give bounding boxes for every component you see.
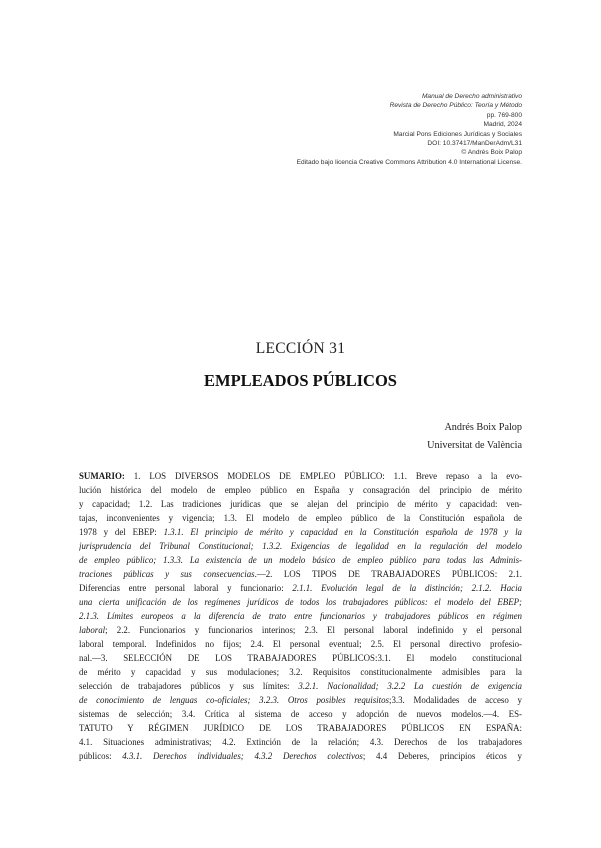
summary-line: [79, 665, 522, 679]
summary-line: [79, 707, 522, 721]
summary-text: públicos:: [79, 751, 123, 761]
chapter-title: EMPLEADOS PÚBLICOS: [204, 371, 397, 390]
summary-text: 1. LOS DIVERSOS MODELOS DE EMPLEO PÚBLICO: 1.1. Breve repaso a la evo-: [124, 471, 522, 481]
summary-line: [79, 511, 522, 525]
summary-line: [79, 735, 522, 749]
summary-text: nal.—3. SELECCIÓN DE LOS TRABAJADORES PÚBLICOS:3.1. El modelo constitucional: [79, 653, 522, 663]
summary-line: [79, 539, 522, 553]
summary-italic-text: traciones públicas y sus consecuencias: [79, 569, 255, 579]
summary-italic-text: de conocimiento de lenguas co-oficiales; 3.2.3. Otros posibles requisitos: [79, 695, 389, 705]
summary-label: SUMARIO:: [79, 471, 125, 481]
doi: DOI: 10.37417/ManDerAdm/L31: [427, 140, 522, 148]
summary-text: 4.1. Situaciones administrativas; 4.2. Extinción de la relación; 4.3. Derechos de los trabajadores: [79, 737, 522, 747]
summary-italic-text: una cierta unificación de los regímenes jurídicos de todos los trabajadores públicos: el modelo del EBEP;: [79, 597, 522, 607]
journal-title: Revista de Derecho Público: Teoría y Método: [389, 102, 522, 110]
summary-line: [79, 483, 522, 497]
summary-text: TATUTO Y RÉGIMEN JURÍDICO DE LOS TRABAJADORES PÚBLICOS EN ESPAÑA:: [79, 723, 522, 733]
summary-text: laboral temporal. Indefinidos no fijos; 2.4. El personal eventual; 2.5. El personal directivo profesio-: [79, 639, 522, 649]
author-block: [427, 419, 522, 455]
summary-text: ; 4.4 Deberes, principios éticos y: [362, 751, 522, 761]
summary-text: ; 2.2. Funcionarios y funcionarios interinos; 2.3. El personal laboral indefinido y el personal: [105, 625, 522, 635]
summary-text: de mérito y capacidad y sus modulaciones; 3.2. Requisitos constitucionalmente admisibles para la: [79, 667, 522, 677]
summary-text: .—2. LOS TIPOS DE TRABAJADORES PÚBLICOS: 2.1.: [254, 569, 522, 579]
summary-italic-text: jurisprudencia del Tribunal Constitucional; 1.3.2. Exigencias de legalidad en la regulación del modelo: [79, 541, 522, 551]
summary-text: lución histórica del modelo de empleo público en España y consagración del principio de mérito: [79, 485, 522, 495]
summary-line: [79, 567, 522, 581]
summary-italic-text: laboral: [79, 625, 106, 635]
publication-metadata: [122, 92, 522, 167]
summary-line: [79, 637, 522, 651]
book-title: Manual de Derecho administrativo: [421, 93, 522, 100]
author-name: Andrés Boix Palop: [444, 422, 522, 433]
summary-line: [79, 525, 522, 539]
summary-italic-text: 2.1.3. Límites europeos a la diferencia de trato entre funcionarios y trabajadores públicos en régimen: [79, 611, 522, 621]
summary-paragraph: [79, 469, 522, 763]
license: Editado bajo licencia Creative Commons Attribution 4.0 International License.: [296, 158, 522, 166]
summary-italic-text: 1.3.1. El principio de mérito y capacidad en la Constitución española de 1978 y la: [163, 527, 522, 537]
summary-line: [79, 469, 522, 483]
summary-line: [79, 595, 522, 609]
copyright: © Andrés Boix Palop: [461, 149, 522, 157]
summary-italic-text: 2.1.1. Evolución legal de la distinción; 2.1.2. Hacia: [292, 583, 522, 593]
summary-text: selección de trabajadores públicos y sus límites:: [79, 681, 299, 691]
author-affiliation: Universitat de València: [427, 440, 522, 451]
summary-italic-text: de empleo público; 1.3.3. La existencia de un modelo básico de empleo público para todas las Adminis-: [79, 555, 522, 565]
summary-text: 1978 y del EBEP:: [79, 527, 164, 537]
summary-text: Diferencias entre personal laboral y funcionario:: [79, 583, 293, 593]
summary-line: [79, 721, 522, 735]
summary-line: [79, 679, 522, 693]
summary-line: [79, 693, 522, 707]
page-range: pp. 769-800: [486, 111, 522, 119]
summary-line: [79, 609, 522, 623]
lesson-number: LECCIÓN 31: [255, 340, 346, 357]
place-year: Madrid, 2024: [483, 121, 522, 129]
summary-text: sistemas de selección; 3.4. Crítica al sistema de acceso y adopción de nuevos modelos.—4. ES-: [79, 709, 522, 719]
summary-line: [79, 497, 522, 511]
publisher: Marcial Pons Ediciones Jurídicas y Sociales: [393, 130, 522, 138]
summary-italic-text: 3.2.1. Nacionalidad; 3.2.2 La cuestión de exigencia: [298, 681, 522, 691]
summary-line: [79, 553, 522, 567]
summary-line: [79, 749, 522, 763]
summary-text: ;3.3. Modalidades de acceso y: [388, 695, 522, 705]
summary-text: tajas, inconvenientes y vigencia; 1.3. El modelo de empleo público de la Constitución española de: [79, 513, 522, 523]
summary-text: y capacidad; 1.2. Las tradiciones jurídicas que se alejan del principio de mérito y capacidad: ven-: [79, 499, 522, 509]
summary-line: [79, 651, 522, 665]
summary-line: [79, 623, 522, 637]
summary-italic-text: 4.3.1. Derechos individuales; 4.3.2 Derechos colectivos: [122, 751, 363, 761]
summary-line: [79, 581, 522, 595]
